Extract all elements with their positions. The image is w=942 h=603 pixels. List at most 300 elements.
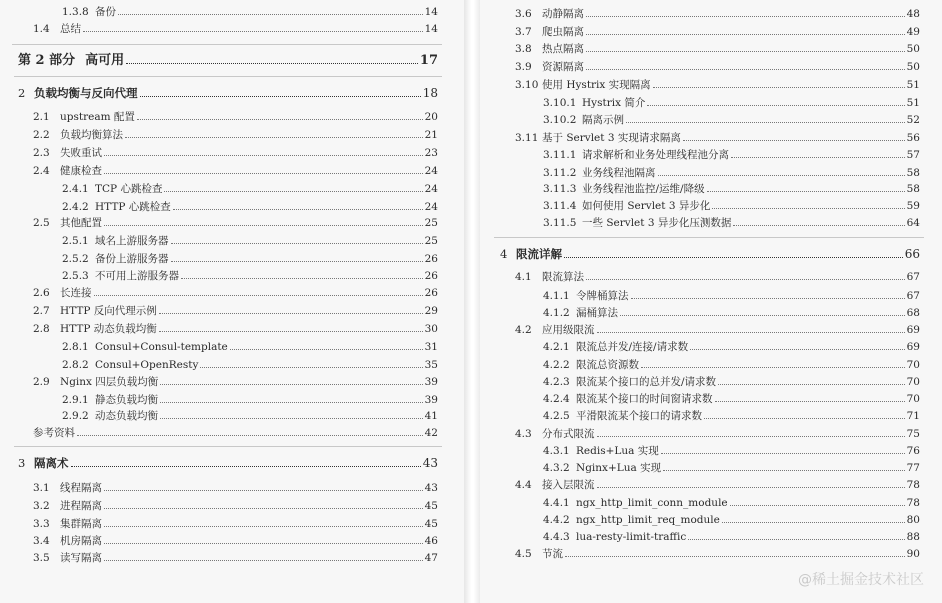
toc-entry xyxy=(543,182,920,196)
dot-leader xyxy=(586,279,905,280)
toc-page-number: 39 xyxy=(424,376,438,388)
toc-entry xyxy=(543,148,920,162)
toc-page-number: 35 xyxy=(424,359,438,371)
toc-entry xyxy=(543,306,920,320)
toc-number: 2.6 xyxy=(33,287,50,299)
toc-title: 其他配置 xyxy=(60,217,102,229)
toc-title: 不可用上游服务器 xyxy=(95,270,179,282)
toc-page-number: 67 xyxy=(906,271,920,283)
dot-leader xyxy=(712,208,904,209)
toc-entry xyxy=(62,358,438,372)
dot-leader xyxy=(688,539,904,540)
toc-page-number: 51 xyxy=(906,97,920,109)
toc-page-number: 47 xyxy=(424,552,438,564)
toc-title: 静态负载均衡 xyxy=(95,394,158,406)
toc-entry xyxy=(62,340,438,354)
section-divider xyxy=(14,446,442,447)
toc-entry xyxy=(33,304,438,318)
toc-entry xyxy=(33,164,438,178)
toc-number: 3.10 xyxy=(515,79,539,91)
dot-leader xyxy=(159,331,423,332)
toc-entry xyxy=(33,286,438,300)
toc-number: 4.4.1 xyxy=(543,497,570,509)
toc-page-number: 14 xyxy=(424,6,438,18)
toc-number: 4.1.1 xyxy=(543,290,570,302)
toc-number: 2.7 xyxy=(33,305,50,317)
toc-page-number: 23 xyxy=(424,147,438,159)
dot-leader xyxy=(586,51,905,52)
toc-entry xyxy=(33,110,438,124)
toc-number: 3.9 xyxy=(515,61,532,73)
section-divider xyxy=(12,44,442,45)
toc-number: 2.5.2 xyxy=(62,253,89,265)
toc-entry xyxy=(33,146,438,160)
toc-number: 3.11.5 xyxy=(543,217,577,229)
toc-entry xyxy=(543,216,920,230)
toc-title: HTTP 反向代理示例 xyxy=(60,305,157,317)
toc-page-number: 39 xyxy=(424,394,438,406)
toc-title: TCP 心跳检查 xyxy=(95,183,163,195)
toc-entry xyxy=(543,96,920,110)
toc-number: 4.2.3 xyxy=(543,376,570,388)
toc-number: 2.3 xyxy=(33,147,50,159)
toc-title: 隔离示例 xyxy=(582,114,624,126)
toc-number: 4.4.3 xyxy=(543,531,570,543)
dot-leader xyxy=(620,315,905,316)
toc-page-number: 69 xyxy=(906,324,920,336)
toc-number: 3.11.1 xyxy=(543,149,577,161)
toc-entry xyxy=(62,182,438,196)
toc-title: 健康检查 xyxy=(60,165,102,177)
toc-number: 2.5.3 xyxy=(62,270,89,282)
toc-entry xyxy=(543,289,920,303)
toc-page-number: 50 xyxy=(906,43,920,55)
toc-title: 业务线程池监控/运维/降级 xyxy=(582,183,705,195)
dot-leader xyxy=(707,191,905,192)
dot-leader xyxy=(181,278,423,279)
toc-entry xyxy=(543,375,920,389)
toc-number: 2.9 xyxy=(33,376,50,388)
toc-entry xyxy=(543,530,920,544)
toc-title: 长连接 xyxy=(60,287,92,299)
toc-title: Redis+Lua 实现 xyxy=(576,445,659,457)
toc-title: 进程隔离 xyxy=(60,500,102,512)
toc-entry xyxy=(543,444,920,458)
toc-number: 4.2 xyxy=(515,324,532,336)
toc-title: 负载均衡算法 xyxy=(60,129,123,141)
dot-leader xyxy=(171,261,423,262)
toc-entry xyxy=(62,252,438,266)
toc-page-number: 26 xyxy=(424,287,438,299)
dot-leader xyxy=(159,313,423,314)
dot-leader xyxy=(230,349,423,350)
toc-number: 4.2.5 xyxy=(543,410,570,422)
dot-leader xyxy=(715,401,905,402)
dot-leader xyxy=(704,418,905,419)
toc-number: 3.4 xyxy=(33,535,50,547)
dot-leader xyxy=(160,418,423,419)
toc-page-number: 59 xyxy=(906,200,920,212)
toc-title: 备份上游服务器 xyxy=(95,253,169,265)
toc-page-number: 30 xyxy=(424,323,438,335)
toc-title: 机房隔离 xyxy=(60,535,102,547)
dot-leader xyxy=(83,31,423,32)
toc-title: Hystrix 简介 xyxy=(582,97,646,109)
toc-page-number: 64 xyxy=(906,217,920,229)
toc-entry xyxy=(543,340,920,354)
toc-page-number: 43 xyxy=(424,482,438,494)
toc-entry xyxy=(62,234,438,248)
toc-title: 高可用 xyxy=(85,53,125,68)
dot-leader xyxy=(104,173,423,174)
toc-part xyxy=(18,52,438,70)
toc-entry xyxy=(33,426,438,440)
toc-title: 如何使用 Servlet 3 异步化 xyxy=(582,200,711,212)
toc-page-number: 50 xyxy=(906,61,920,73)
toc-page-number: 17 xyxy=(419,53,438,68)
toc-entry xyxy=(515,78,920,92)
toc-title: 节流 xyxy=(542,548,563,560)
toc-title: Consul+OpenResty xyxy=(95,359,199,371)
dot-leader xyxy=(173,209,423,210)
dot-leader xyxy=(597,487,905,488)
toc-page-number: 24 xyxy=(424,183,438,195)
toc-number: 2 xyxy=(18,86,26,100)
toc-page-number: 24 xyxy=(424,165,438,177)
toc-number: 3.10.2 xyxy=(543,114,577,126)
toc-page-number: 29 xyxy=(424,305,438,317)
toc-entry xyxy=(515,478,920,492)
toc-number: 4.2.4 xyxy=(543,393,570,405)
toc-title: ngx_http_limit_conn_module xyxy=(576,497,728,509)
toc-entry xyxy=(543,461,920,475)
toc-number: 4.2.1 xyxy=(543,341,570,353)
toc-number: 3.10.1 xyxy=(543,97,577,109)
toc-page-number: 26 xyxy=(424,253,438,265)
toc-title: 业务线程池隔离 xyxy=(582,167,656,179)
dot-leader xyxy=(658,175,905,176)
toc-page-number: 31 xyxy=(424,341,438,353)
dot-leader xyxy=(730,505,905,506)
toc-page-number: 52 xyxy=(906,114,920,126)
toc-number: 第 2 部分 xyxy=(18,53,76,68)
section-divider xyxy=(494,237,924,238)
toc-entry xyxy=(33,375,438,389)
toc-title: Consul+Consul-template xyxy=(95,341,228,353)
toc-entry xyxy=(543,358,920,372)
toc-page-number: 42 xyxy=(424,427,438,439)
toc-entry xyxy=(515,270,920,284)
toc-entry xyxy=(62,409,438,423)
dot-leader xyxy=(164,191,422,192)
toc-title: 失败重试 xyxy=(60,147,102,159)
toc-page-number: 26 xyxy=(424,270,438,282)
toc-entry xyxy=(33,499,438,513)
dot-leader xyxy=(661,453,905,454)
toc-title: 隔离术 xyxy=(34,456,69,470)
toc-title: HTTP 心跳检查 xyxy=(95,201,171,213)
watermark: @稀土掘金技术社区 xyxy=(798,572,924,588)
toc-number: 2.4.1 xyxy=(62,183,89,195)
dot-leader xyxy=(104,526,423,527)
toc-page-number: 66 xyxy=(904,247,920,261)
toc-title: 限流总并发/连接/请求数 xyxy=(576,341,689,353)
toc-entry xyxy=(515,60,920,74)
toc-entry xyxy=(33,517,438,531)
toc-entry xyxy=(33,216,438,230)
toc-number: 4.3.2 xyxy=(543,462,570,474)
toc-title: 域名上游服务器 xyxy=(95,235,169,247)
toc-number: 3.6 xyxy=(515,8,532,20)
dot-leader xyxy=(690,349,905,350)
toc-number: 2.4.2 xyxy=(62,201,89,213)
toc-page-number: 77 xyxy=(906,462,920,474)
toc-number: 3.11.4 xyxy=(543,200,577,212)
toc-page-number: 57 xyxy=(906,149,920,161)
dot-leader xyxy=(564,257,903,258)
toc-number: 3.5 xyxy=(33,552,50,564)
toc-title: Nginx 四层负载均衡 xyxy=(60,376,159,388)
toc-number: 2.9.2 xyxy=(62,410,89,422)
toc-number: 1.4 xyxy=(33,23,50,35)
toc-entry xyxy=(515,547,920,561)
toc-title: 基于 Servlet 3 实现请求隔离 xyxy=(542,132,681,144)
toc-number: 3.1 xyxy=(33,482,50,494)
dot-leader xyxy=(718,384,905,385)
dot-leader xyxy=(104,508,423,509)
toc-entry xyxy=(543,496,920,510)
toc-page-number: 43 xyxy=(422,456,438,470)
toc-title: ngx_http_limit_req_module xyxy=(576,514,720,526)
toc-page-number: 51 xyxy=(906,79,920,91)
toc-page-number: 25 xyxy=(424,217,438,229)
toc-title: 一些 Servlet 3 异步化压测数据 xyxy=(582,217,732,229)
right-page xyxy=(480,0,942,603)
toc-chapter xyxy=(500,245,920,263)
toc-title: 应用级限流 xyxy=(542,324,595,336)
toc-number: 4.1 xyxy=(515,271,532,283)
toc-title: 线程隔离 xyxy=(60,482,102,494)
toc-title: 限流总资源数 xyxy=(576,359,639,371)
toc-entry xyxy=(33,322,438,336)
dot-leader xyxy=(586,34,905,35)
toc-number: 3.3 xyxy=(33,518,50,530)
toc-entry xyxy=(33,481,438,495)
toc-title: 动静隔离 xyxy=(542,8,584,20)
toc-title: 令牌桶算法 xyxy=(576,290,629,302)
toc-entry xyxy=(33,128,438,142)
toc-number: 2.4 xyxy=(33,165,50,177)
dot-leader xyxy=(631,298,905,299)
toc-title: upstream 配置 xyxy=(60,111,135,123)
toc-number: 4.4 xyxy=(515,479,532,491)
toc-page-number: 70 xyxy=(906,376,920,388)
toc-entry xyxy=(543,513,920,527)
toc-page-number: 69 xyxy=(906,341,920,353)
toc-title: 分布式限流 xyxy=(542,428,595,440)
toc-number: 3.8 xyxy=(515,43,532,55)
toc-title: 限流算法 xyxy=(542,271,584,283)
book-gutter xyxy=(464,0,480,603)
dot-leader xyxy=(722,522,905,523)
toc-entry xyxy=(515,323,920,337)
toc-page-number: 58 xyxy=(906,183,920,195)
toc-number: 4.5 xyxy=(515,548,532,560)
toc-number: 1.3.8 xyxy=(62,6,89,18)
toc-page-number: 78 xyxy=(906,479,920,491)
dot-leader xyxy=(160,402,423,403)
toc-number: 4.3.1 xyxy=(543,445,570,457)
toc-title: 使用 Hystrix 实现隔离 xyxy=(542,79,651,91)
toc-title: 总结 xyxy=(60,23,81,35)
toc-title: 热点隔离 xyxy=(542,43,584,55)
toc-page-number: 58 xyxy=(906,167,920,179)
toc-title: 请求解析和业务处理线程池分离 xyxy=(582,149,729,161)
toc-entry xyxy=(33,22,438,36)
toc-title: 备份 xyxy=(95,6,116,18)
toc-title: 限流详解 xyxy=(516,247,562,261)
toc-number: 2.8.2 xyxy=(62,359,89,371)
toc-title: 限流某个接口的时间窗请求数 xyxy=(576,393,713,405)
dot-leader xyxy=(733,225,904,226)
toc-page-number: 14 xyxy=(424,23,438,35)
toc-page-number: 25 xyxy=(424,235,438,247)
toc-page-number: 76 xyxy=(906,445,920,457)
dot-leader xyxy=(77,435,423,436)
toc-entry xyxy=(62,200,438,214)
toc-page-number: 46 xyxy=(424,535,438,547)
toc-title: lua-resty-limit-traffic xyxy=(576,531,687,543)
toc-page-number: 18 xyxy=(422,86,438,100)
dot-leader xyxy=(597,332,905,333)
toc-number: 2.8 xyxy=(33,323,50,335)
dot-leader xyxy=(200,367,422,368)
toc-page-number: 71 xyxy=(906,410,920,422)
toc-entry xyxy=(515,427,920,441)
dot-leader xyxy=(71,466,421,467)
toc-page-number: 45 xyxy=(424,518,438,530)
dot-leader xyxy=(626,122,905,123)
toc-entry xyxy=(543,166,920,180)
toc-page-number: 70 xyxy=(906,393,920,405)
toc-number: 2.5.1 xyxy=(62,235,89,247)
toc-number: 3.7 xyxy=(515,26,532,38)
toc-title: 平滑限流某个接口的请求数 xyxy=(576,410,702,422)
toc-number: 2.5 xyxy=(33,217,50,229)
toc-entry xyxy=(33,534,438,548)
toc-title: 参考资料 xyxy=(33,427,75,439)
toc-number: 3.11.2 xyxy=(543,167,577,179)
toc-entry xyxy=(515,131,920,145)
toc-chapter xyxy=(18,454,438,472)
toc-page-number: 67 xyxy=(906,290,920,302)
dot-leader xyxy=(171,243,423,244)
dot-leader xyxy=(104,560,423,561)
dot-leader xyxy=(104,155,423,156)
dot-leader xyxy=(140,96,421,97)
dot-leader xyxy=(597,436,905,437)
toc-entry xyxy=(543,409,920,423)
toc-page-number: 45 xyxy=(424,500,438,512)
toc-title: 动态负载均衡 xyxy=(95,410,158,422)
toc-number: 2.8.1 xyxy=(62,341,89,353)
toc-title: 爬虫隔离 xyxy=(542,26,584,38)
toc-entry xyxy=(515,42,920,56)
toc-title: 限流某个接口的总并发/请求数 xyxy=(576,376,717,388)
toc-title: 漏桶算法 xyxy=(576,307,618,319)
toc-page-number: 90 xyxy=(906,548,920,560)
toc-title: 接入层限流 xyxy=(542,479,595,491)
dot-leader xyxy=(731,157,905,158)
toc-title: Nginx+Lua 实现 xyxy=(576,462,662,474)
dot-leader xyxy=(104,543,423,544)
toc-number: 4 xyxy=(500,247,508,261)
toc-entry xyxy=(515,7,920,21)
toc-page-number: 88 xyxy=(906,531,920,543)
toc-title: 负载均衡与反向代理 xyxy=(34,86,138,100)
dot-leader xyxy=(125,137,423,138)
toc-number: 4.1.2 xyxy=(543,307,570,319)
toc-entry xyxy=(543,392,920,406)
toc-page-number: 78 xyxy=(906,497,920,509)
toc-number: 3.2 xyxy=(33,500,50,512)
dot-leader xyxy=(104,225,423,226)
dot-leader xyxy=(565,556,905,557)
toc-page-number: 56 xyxy=(906,132,920,144)
toc-number: 3.11.3 xyxy=(543,183,577,195)
dot-leader xyxy=(586,69,905,70)
toc-number: 2.2 xyxy=(33,129,50,141)
toc-entry xyxy=(515,25,920,39)
dot-leader xyxy=(94,295,423,296)
toc-entry xyxy=(62,393,438,407)
dot-leader xyxy=(118,14,423,15)
toc-number: 4.3 xyxy=(515,428,532,440)
section-divider xyxy=(14,76,442,77)
dot-leader xyxy=(653,87,905,88)
dot-leader xyxy=(647,105,904,106)
dot-leader xyxy=(104,490,423,491)
toc-page-number: 68 xyxy=(906,307,920,319)
toc-title: 读写隔离 xyxy=(60,552,102,564)
toc-title: HTTP 动态负载均衡 xyxy=(60,323,157,335)
toc-number: 3 xyxy=(18,456,26,470)
toc-entry xyxy=(543,199,920,213)
dot-leader xyxy=(641,367,905,368)
dot-leader xyxy=(160,384,422,385)
toc-page-number: 49 xyxy=(906,26,920,38)
toc-entry xyxy=(62,269,438,283)
toc-entry xyxy=(543,113,920,127)
toc-number: 4.2.2 xyxy=(543,359,570,371)
dot-leader xyxy=(663,470,905,471)
toc-number: 2.9.1 xyxy=(62,394,89,406)
toc-page-number: 48 xyxy=(906,8,920,20)
left-page xyxy=(0,0,464,603)
toc-entry xyxy=(62,5,438,19)
toc-entry xyxy=(33,551,438,565)
toc-title: 集群隔离 xyxy=(60,518,102,530)
toc-page-number: 20 xyxy=(424,111,438,123)
dot-leader xyxy=(586,16,905,17)
toc-page-number: 70 xyxy=(906,359,920,371)
dot-leader xyxy=(137,119,423,120)
toc-number: 3.11 xyxy=(515,132,539,144)
toc-chapter xyxy=(18,84,438,102)
toc-page-number: 21 xyxy=(424,129,438,141)
toc-number: 2.1 xyxy=(33,111,50,123)
toc-title: 资源隔离 xyxy=(542,61,584,73)
